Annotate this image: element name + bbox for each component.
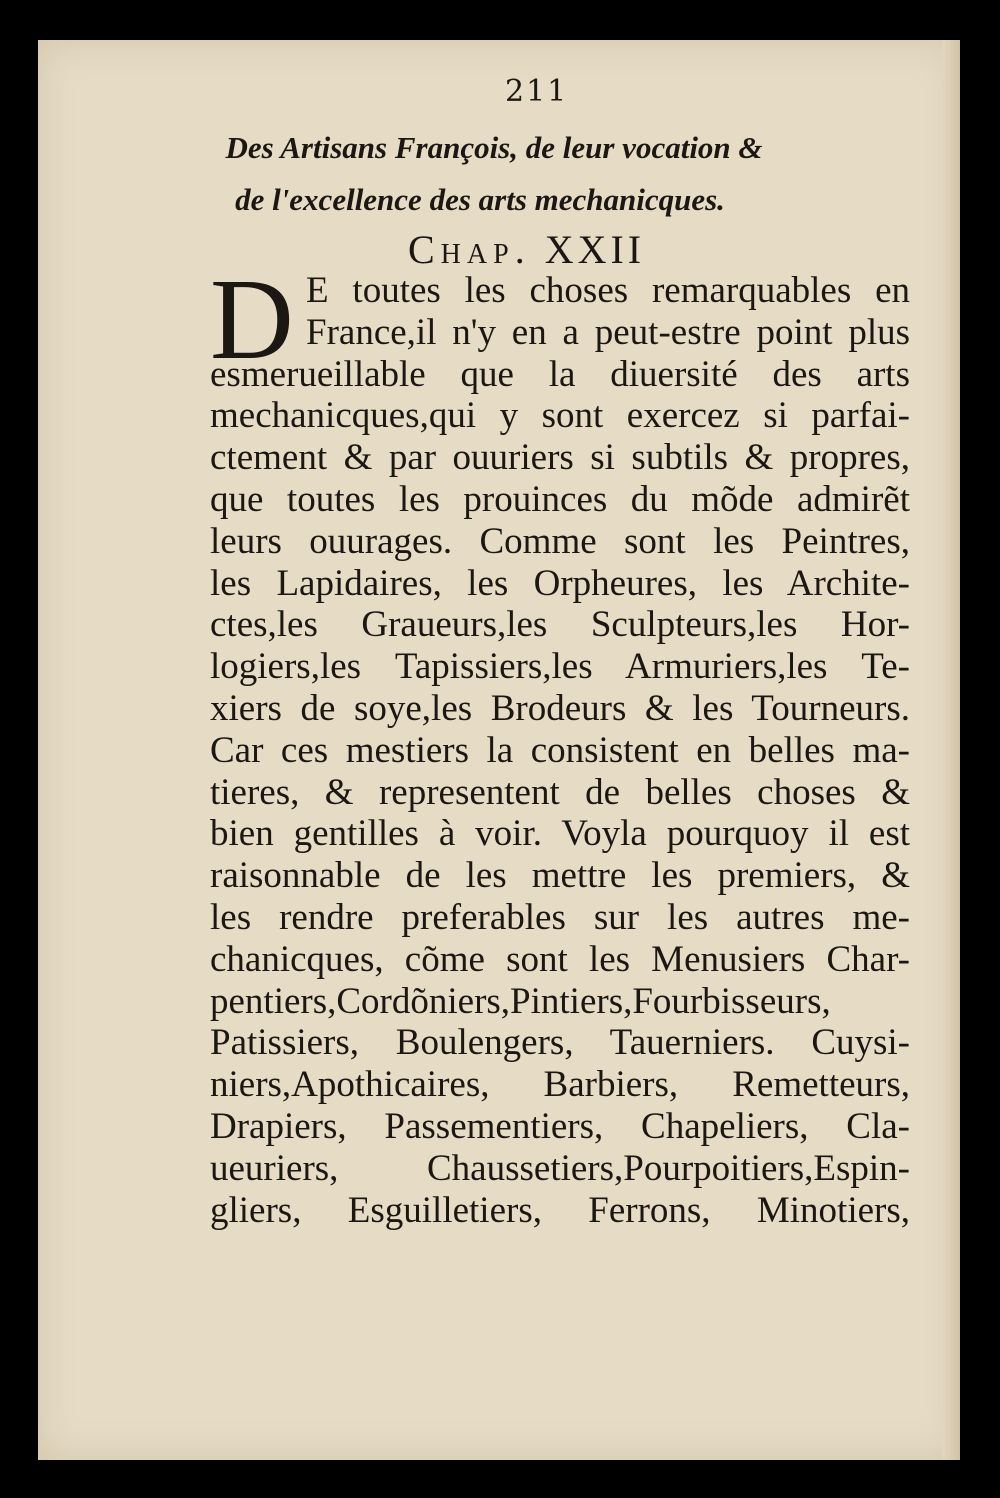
text-line: esmerueillable que la diuersité des arts xyxy=(210,353,910,395)
text-line: pentiers,Cordõniers,Pintiers,Fourbisseurs, xyxy=(210,980,831,1022)
chapter-title-line-1: Des Artisans François, de leur vocation & xyxy=(225,130,763,165)
text-line: raisonnable de les mettre les premiers, & xyxy=(210,855,910,897)
text-line: Car ces mestiers la consistent en belles ma- xyxy=(210,729,910,771)
text-line: chanicques, cõme sont les Menusiers Char- xyxy=(210,938,910,980)
page-number: 211 xyxy=(505,74,569,109)
text-line: que toutes les prouinces du mõde admirẽt xyxy=(210,478,910,520)
text-line: logiers,les Tapissiers,les Armuriers,les Te- xyxy=(210,646,910,688)
text-line: les rendre preferables sur les autres me- xyxy=(210,896,910,938)
chapter-title-line-2: de l'excellence des arts mechanicques. xyxy=(235,182,725,217)
text-line: Drapiers, Passementiers, Chapeliers, Cla- xyxy=(210,1105,910,1147)
text-line: niers,Apothicaires, Barbiers, Remetteurs, xyxy=(210,1064,910,1106)
text-line: bien gentilles à voir. Voyla pourquoy il est xyxy=(210,813,910,855)
chapter-number: XXII xyxy=(544,227,646,272)
text-line: xiers de soye,les Brodeurs & les Tourneurs. xyxy=(210,687,910,729)
text-line: E toutes les choses remarquables en xyxy=(306,270,910,311)
drop-capital: D xyxy=(210,256,294,384)
text-line: ctes,les Graueurs,les Sculpteurs,les Hor- xyxy=(210,604,910,646)
chapter-word: Chap. xyxy=(408,227,531,272)
text-line: ctement & par ouuriers si subtils & propres, xyxy=(210,437,910,479)
page-gutter-shadow xyxy=(942,40,960,1460)
book-page xyxy=(38,40,960,1460)
text-line: ueuriers, Chaussetiers,Pourpoitiers,Espin- xyxy=(210,1147,910,1189)
text-line: gliers, Esguilletiers, Ferrons, Minotiers, xyxy=(210,1189,910,1231)
body-text xyxy=(210,256,910,1231)
text-line: mechanicques,qui y sont exercez si parfai- xyxy=(210,395,910,437)
text-line: les Lapidaires, les Orpheures, les Archite- xyxy=(210,562,910,604)
text-line: leurs ouurages. Comme sont les Peintres, xyxy=(210,520,910,562)
chapter-heading xyxy=(408,226,645,273)
text-line: France,il n'y en a peut-estre point plus xyxy=(306,311,910,353)
text-line: tieres, & representent de belles choses & xyxy=(210,771,910,813)
text-line: Patissiers, Boulengers, Tauerniers. Cuysi- xyxy=(210,1022,910,1064)
